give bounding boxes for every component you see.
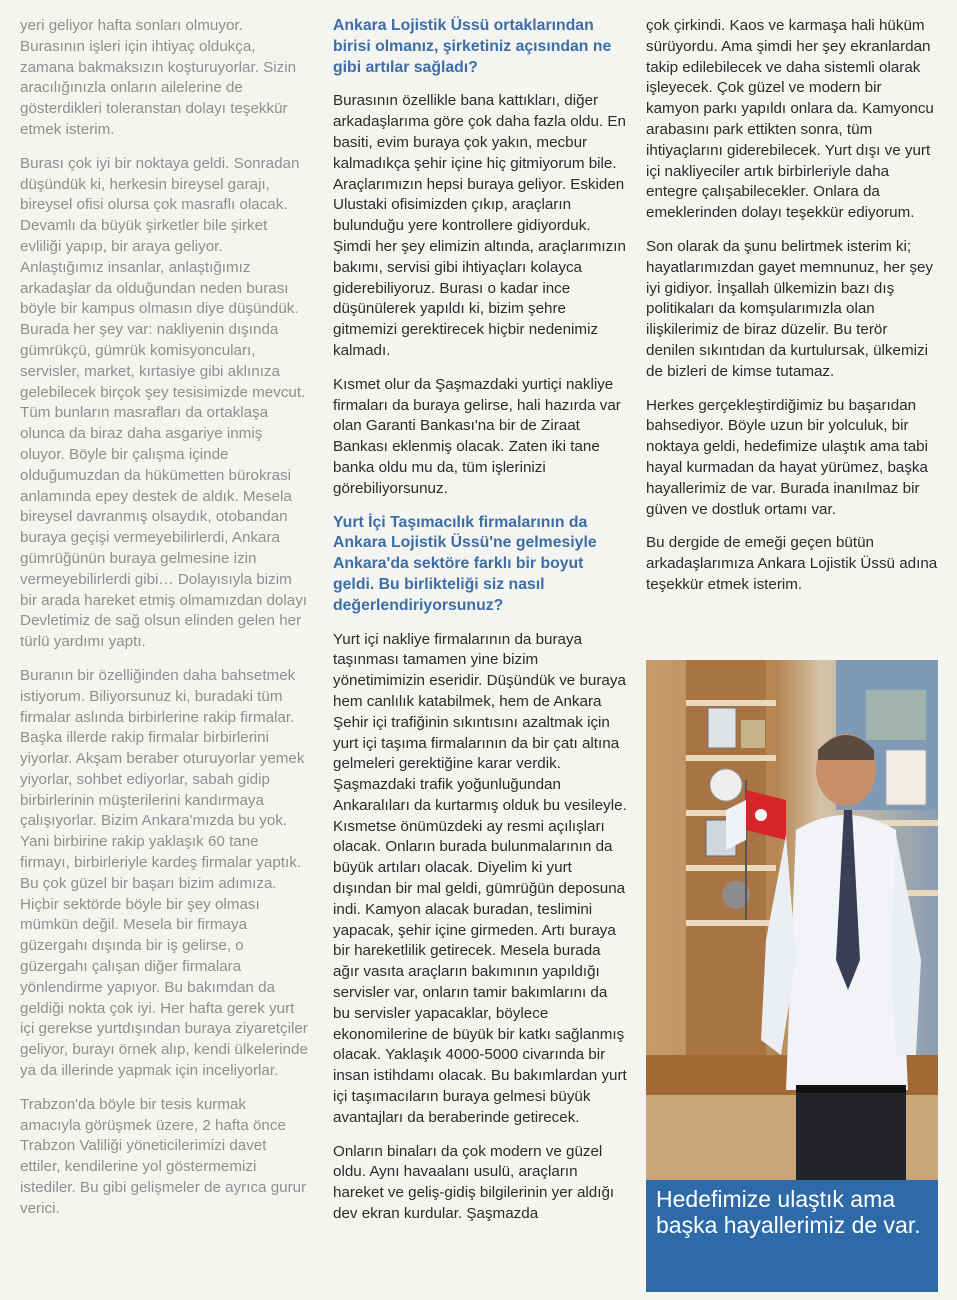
photo-caption: Hedefimize ulaştık ama başka hayallerimiz de var. (646, 1180, 938, 1292)
paragraph: Yurt içi nakliye firmalarının da buraya taşınması tamamen yine bizim yönetimimizin eseridir. Düşündük ve buraya hem canlılık katabilmek, hem de Ankara Şehir içi trafiğinin sıkıntısını azaltmak için yurt içi taşıma firmalarının da bir çatı altına gelmeleri gerektiğine karar verdik. Şaşmazdaki trafik yoğunluğundan Ankaralıları da kurtarmış olduk bu vesileyle. Kısmetse önümüzdeki ay resmi açılışları olacak. Onların burada bulunmalarının da büyük artıları olacak. Diyelim ki yurt dışından bir mal geldi, gümrüğün deposuna indi. Kamyon alacak buradan, teslimini yapacak, şehir içine girmeden. Artı buraya bir hareketlilik getirecek. Mesela burada ağır vasıta araçların bakımının yapıldığı servisler var, onların tamir bakımlarını da bu servisler yapacaklar, böylece ekonomilerine de büyük bir katkı sağlanmış olacak. Yaklaşık 4000-5000 civarında bir insan istihdamı olacak. Bu bakımlardan yurt içi taşımacıların buraya gelmesi büyük avantajları da beraberinde getirecek. (333, 630, 627, 1126)
paragraph: Kısmet olur da Şaşmazdaki yurtiçi nakliye firmaları da buraya gelirse, hali hazırda var olan Garanti Bankası'na bir de Ziraat Bankası eklenmiş olacak. Zaten iki tane banka oldu mu da, tüm işlerinizi görebiliyorsunuz. (333, 375, 621, 497)
paragraph: yeri geliyor hafta sonları olmuyor. Burasının işleri için ihtiyaç oldukça, zamana bakmaksızın koşturuyorlar. Sizin aracılığınızla onların ailelerine de gösterdikleri toleranstan dolayı teşekkür etmek isterim. (20, 17, 297, 138)
paragraph: Burasının özellikle bana kattıkları, diğer arkadaşlarıma göre çok daha fazla oldu. En basiti, evim buraya çok yakın, mecbur kalmadıkça şehir içine hiç gitmiyorum bile. Araçlarımızın hepsi buraya geliyor. Eskiden Ulustaki ofisimizden çıkıp, araçların bulunduğu yere kontrollere gidiyorduk. Şimdi her şey elimizin altında, araçlarımızın bakımı, servisi gibi ihtiyaçları kolayca giderebiliyoruz. Burası o kadar ince düşünülerek yapıldı ki, bizim şehre gitmemizi gerektirecek hiçbir nedenimiz kalmadı. (333, 92, 626, 359)
paragraph: Son olarak da şunu belirtmek isterim ki; hayatlarımızdan gayet memnunuz, her şey iyi gidiyor. İnşallah ülkemizin bazı dış politikaları da komşularımızla olan ilişkilerimiz de biraz düzelir. Bu terör denilen sıkıntıdan da kurtulursak, ülkemizi de bizleri de kimse tutamaz. (646, 237, 934, 380)
paragraph: Onların binaları da çok modern ve güzel oldu. Aynı havaalanı usulü, araçların hareket ve geliş-gidiş bilgilerinin yer aldığı dev ekran kurdular. Şaşmazda (333, 1142, 615, 1223)
paragraph: Buranın bir özelliğinden daha bahsetmek istiyorum. Biliyorsunuz ki, buradaki tüm firmalar aslında birbirlerine rakip firmalar. Başka illerde rakip firmalar birbirlerini yiyorlar. Akşam beraber oturuyorlar yemek yiyorlar, sohbet ediyorlar, sabah gidip birbirlerinin müşterilerini kandırmaya çalışıyorlar. Bizim Ankara'mızda bu yok. Yani birbirine rakip yaklaşık 60 tane firmayı, birbirleriyle kardeş firmalar yaptık. Bu çok güzel bir başarı bizim adımıza. Hiçbir sektörde böyle bir şey olması mümkün değil. Mesela bir firmaya güzergahı dışında bir iş gelirse, o güzergahı çalışan diğer firmalara yönlendirme yapıyor. Bu bakımdan da geldiği nokta çok iyi. Her hafta gerek yurt içi gerekse yurtdışından buraya ziyaretçiler geliyor, burayı örnek alıp, kendi ülkelerinde ya da illerinde yapmak için inceliyorlar. (20, 666, 308, 1080)
portrait-photo (646, 660, 938, 1180)
paragraph: Burası çok iyi bir noktaya geldi. Sonradan düşündük ki, herkesin bireysel garajı, bireysel ofisi olursa çok masraflı olacak. Devamlı da büyük şirketler bile şirket evliliği yapıp, bir araya geliyor. Anlaştığımız insanlar, anlaştığımız arkadaşlar da olduğundan neden burası böyle bir kampus olmasın diye düşündük. Burada her şey var: nakliyenin dışında gümrükçü, gümrük komisyoncuları, servisler, market, kırtasiye gibi aklınıza gelebilecek birçok şey tesisimizde mevcut. Tüm bunların masrafları da ortaklaşa olunca da biraz daha asgariye inmiş oluyor. Böyle bir çalışma içinde olduğumuzdan da hükümetten bürokrasi anlamında epey destek de aldık. Mesela bireysel davranmış olsaydık, otobandan buraya geçişi vermeyebilirlerdi, Ankara gümrüğünün buraya gelmesine izin vermeyebilirlerdi gibi… Dolayısıyla bizim bir arada hareket etmiş olmamızdan dolayı Devletimiz de sağ olsun elinden gelen her türlü yardımı yaptı. (20, 154, 308, 651)
paragraph: Bu dergide de emeği geçen bütün arkadaşlarımıza Ankara Lojistik Üssü adına teşekkür etmek isterim. (646, 534, 938, 593)
portrait-illustration (646, 660, 938, 1180)
column-1 (20, 16, 308, 1233)
paragraph: Herkes gerçekleştirdiğimiz bu başarıdan bahsediyor. Böyle uzun bir yolculuk, bir noktaya geldi, hedefimize ulaştık ama tabi hayal kurmadan da hayat yürümez, başka hayallerimiz de var. Burada inanılmaz bir güven ve dostluk ortamı var. (646, 396, 928, 518)
interview-question: Ankara Lojistik Üssü ortaklarından birisi olmanız, şirketiniz açısından ne gibi artılar sağladı? (333, 17, 612, 76)
paragraph: çok çirkindi. Kaos ve karmaşa hali hüküm sürüyordu. Ama şimdi her şey ekranlardan takip edilebilecek ve daha sistemli olarak işleyecek. Çok güzel ve modern bir kamyon parkı yapıldı onlara da. Kamyoncu arabasını park ettikten sonra, tüm ihtiyaçlarını giderebilecek. Yurt dışı ve yurt içi nakliyeciler artık birbirleriyle daha entegre çalışabilecekler. Onlara da emeklerinden dolayı teşekkür ediyorum. (646, 17, 934, 222)
column-3 (646, 16, 938, 609)
paragraph: Trabzon'da böyle bir tesis kurmak amacıyla görüşmek üzere, 2 hafta önce Trabzon Valiliği yöneticilerimizi davet ettiler, kendilerine yol göstermemizi istediler. Bu gibi gelişmeler de ayrıca gurur verici. (20, 1095, 307, 1217)
interview-question: Yurt İçi Taşımacılık firmalarının da Ankara Lojistik Üssü'ne gelmesiyle Ankara'da sektöre farklı bir boyut geldi. Bu birlikteliği siz nasıl değerlendiriyorsunuz? (333, 513, 597, 614)
column-2 (333, 16, 628, 1238)
